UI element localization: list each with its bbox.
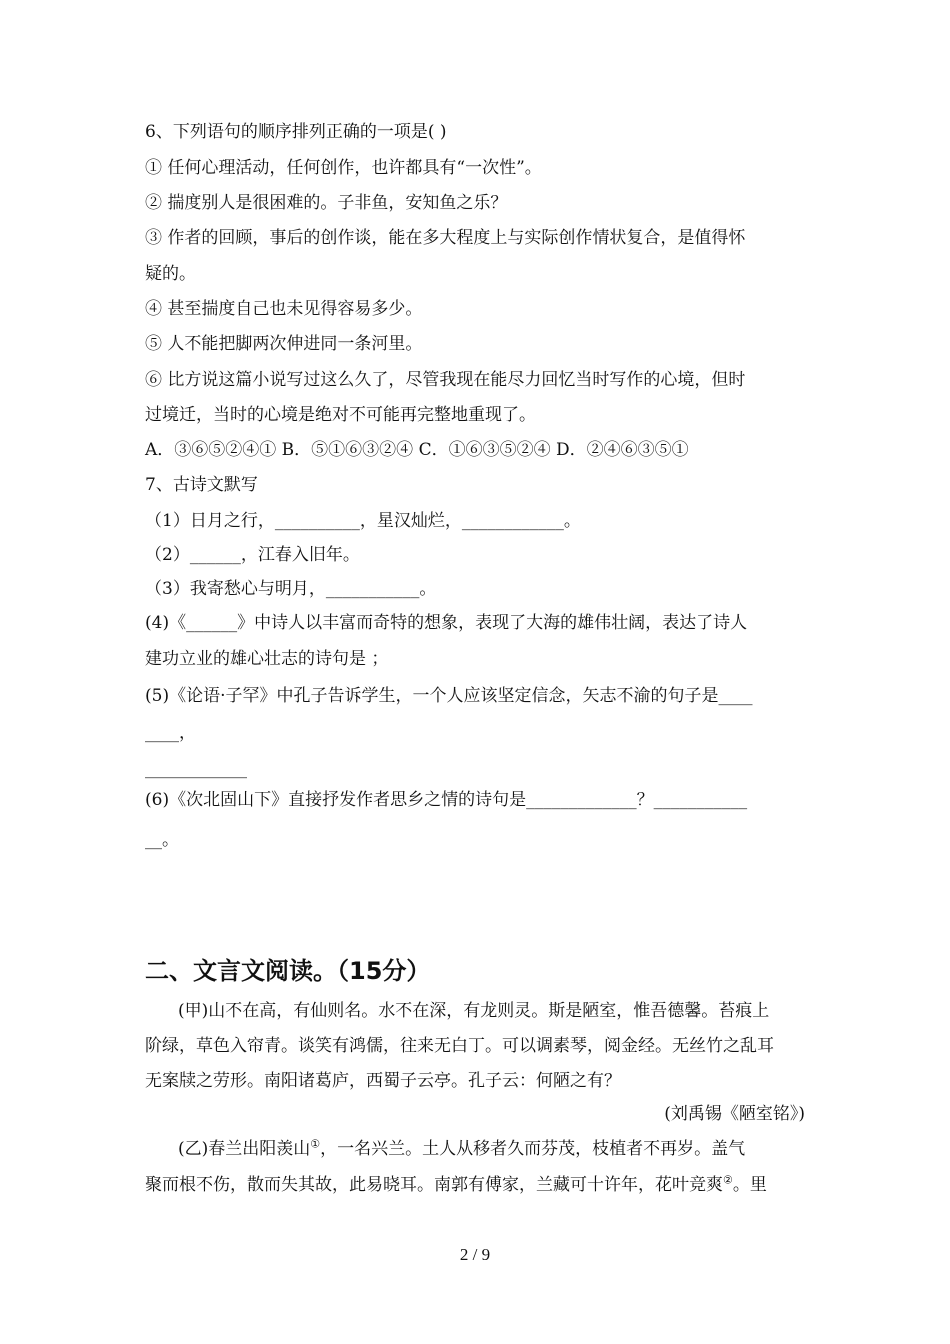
q6-item-3-cont: 疑的。 xyxy=(145,264,196,284)
question-7-stem: 7、古诗文默写 xyxy=(145,475,258,495)
q6-item-1: ① 任何心理活动，任何创作，也许都具有“一次性”。 xyxy=(145,158,542,178)
q7-blank-line: ____________ xyxy=(145,759,247,779)
q7-line-6: (6)《次北固山下》直接抒发作者思乡之情的诗句是_____________？___________ xyxy=(145,790,748,810)
passage-yi-line-1 xyxy=(178,1138,745,1160)
footnote-marker-1: ① xyxy=(310,1137,321,1151)
q7-line-1: （1）日月之行，__________，星汉灿烂，____________。 xyxy=(145,511,581,531)
q6-item-6-cont: 过境迁，当时的心境是绝对不可能再完整地重现了。 xyxy=(145,405,536,425)
passage-yi-line-2-text: 聚而根不伤，散而失其故，此易晓耳。南郭有傅家，兰藏可十许年，花叶竞爽 xyxy=(145,1175,723,1195)
q7-line-6-cont: __。 xyxy=(145,830,179,850)
q6-options: A．③⑥⑤②④① B．⑤①⑥③②④ C．①⑥③⑤②④ D．②④⑥③⑤① xyxy=(145,440,689,460)
q6-item-5: ⑤ 人不能把脚两次伸进同一条河里。 xyxy=(145,334,423,354)
q6-item-4: ④ 甚至揣度自己也未见得容易多少。 xyxy=(145,299,423,319)
section-2-heading: 二、文言文阅读。（15分） xyxy=(145,957,431,985)
passage-yi-line-2 xyxy=(145,1174,767,1196)
passage-jia-source: (刘禹锡《陋室铭》) xyxy=(664,1104,805,1124)
question-6-stem: 6、下列语句的顺序排列正确的一项是( ) xyxy=(145,122,447,142)
q7-line-3: （3）我寄愁心与明月，___________。 xyxy=(145,579,437,599)
footnote-marker-2: ② xyxy=(723,1173,733,1187)
q6-item-3: ③ 作者的回顾，事后的创作谈，能在多大程度上与实际创作情状复合，是值得怀 xyxy=(145,228,746,248)
passage-yi-line-2-tail: 。里 xyxy=(732,1175,767,1195)
passage-yi-line-1-start: (乙)春兰出阳羡山 xyxy=(178,1139,311,1159)
q7-line-4-cont: 建功立业的雄心壮志的诗句是 ； xyxy=(145,649,389,669)
passage-jia-line-3: 无案牍之劳形。南阳诸葛庐，西蜀子云亭。孔子云：何陋之有？ xyxy=(145,1071,621,1091)
passage-jia-line-2: 阶绿，草色入帘青。谈笑有鸿儒，往来无白丁。可以调素琴，阅金经。无丝竹之乱耳 xyxy=(145,1036,774,1056)
q7-line-5-cont: ____， xyxy=(145,723,196,743)
q7-line-5: (5)《论语·子罕》中孔子告诉学生，一个人应该坚定信念，矢志不渝的句子是____ xyxy=(145,686,753,706)
passage-yi-line-1-end: ，一名兴兰。土人从移者久而芬茂，枝植者不再岁。盖气 xyxy=(320,1139,746,1159)
q6-item-2: ② 揣度别人是很困难的。子非鱼，安知鱼之乐？ xyxy=(145,193,508,213)
q6-item-6: ⑥ 比方说这篇小说写过这么久了，尽管我现在能尽力回忆当时写作的心境，但时 xyxy=(145,370,746,390)
passage-jia-line-1: (甲)山不在高，有仙则名。水不在深，有龙则灵。斯是陋室，惟吾德馨。苔痕上 xyxy=(178,1001,770,1021)
page-number: 2 / 9 xyxy=(459,1245,491,1264)
q7-line-4: (4)《______》中诗人以丰富而奇特的想象，表现了大海的雄伟壮阔，表达了诗人 xyxy=(145,613,748,633)
q7-line-2: （2）______，江春入旧年。 xyxy=(145,545,360,565)
